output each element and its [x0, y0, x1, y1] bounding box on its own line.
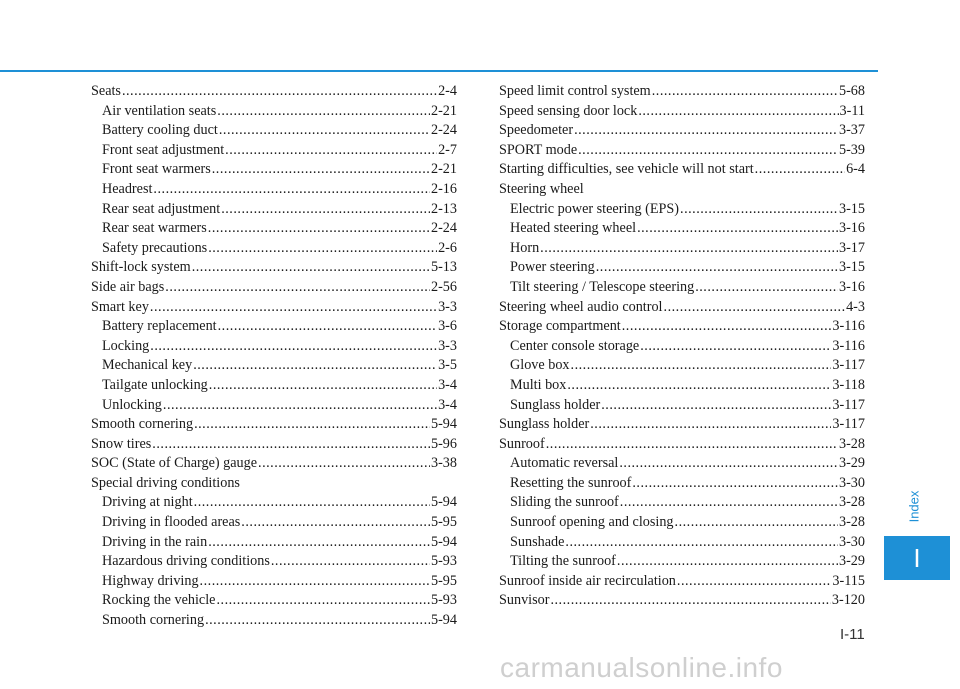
- dot-leader: [241, 513, 430, 533]
- entry-page: 3-37: [838, 122, 865, 139]
- dot-leader: [150, 337, 437, 357]
- index-entry[interactable]: [499, 82, 865, 102]
- entry-page: 6-4: [846, 161, 865, 178]
- dot-leader: [652, 82, 838, 102]
- index-entry[interactable]: [499, 572, 865, 592]
- dot-leader: [596, 258, 838, 278]
- entry-page: 2-21: [430, 161, 457, 178]
- index-entry[interactable]: [91, 258, 457, 278]
- entry-label: Mechanical key: [102, 357, 193, 374]
- index-subentry[interactable]: [91, 337, 457, 357]
- entry-label: Battery cooling duct: [102, 122, 218, 139]
- entry-label: Speedometer: [499, 122, 574, 139]
- entry-page: 3-30: [838, 474, 865, 491]
- dot-leader: [209, 376, 437, 396]
- entry-label: Sunglass holder: [499, 416, 590, 433]
- dot-leader: [163, 396, 437, 416]
- entry-label: Smooth cornering: [91, 416, 194, 433]
- index-entry[interactable]: [91, 298, 457, 318]
- entry-label: Sunglass holder: [510, 396, 601, 413]
- entry-label: Driving in the rain: [102, 533, 208, 550]
- dot-leader: [152, 435, 430, 455]
- section-tab-letter: I: [913, 542, 921, 573]
- dot-leader: [225, 141, 437, 161]
- index-subentry[interactable]: [91, 533, 457, 553]
- entry-label: Front seat warmers: [102, 161, 211, 178]
- index-subentry[interactable]: [91, 200, 457, 220]
- entry-page: 3-30: [838, 533, 865, 550]
- entry-page: 3-3: [438, 337, 457, 354]
- entry-page: 3-117: [832, 396, 865, 413]
- dot-leader: [677, 572, 832, 592]
- dot-leader: [637, 219, 838, 239]
- entry-page: 3-116: [832, 337, 865, 354]
- index-subentry[interactable]: [91, 160, 457, 180]
- index-subentry[interactable]: [91, 317, 457, 337]
- top-rule: [0, 70, 878, 72]
- index-entry[interactable]: [91, 474, 457, 494]
- entry-page: 5-96: [430, 435, 457, 452]
- entry-page: 3-15: [838, 259, 865, 276]
- dot-leader: [122, 82, 437, 102]
- entry-label: Sunroof: [499, 435, 545, 452]
- index-subentry[interactable]: [91, 141, 457, 161]
- entry-label: Rocking the vehicle: [102, 592, 216, 609]
- dot-leader: [546, 435, 838, 455]
- index-subentry[interactable]: [499, 513, 865, 533]
- entry-label: Speed limit control system: [499, 83, 651, 99]
- entry-page: 2-16: [430, 180, 457, 197]
- dot-leader: [664, 298, 846, 318]
- index-entry[interactable]: [499, 121, 865, 141]
- dot-leader: [221, 200, 430, 220]
- dot-leader: [675, 513, 838, 533]
- entry-label: Headrest: [102, 180, 153, 197]
- index-entry[interactable]: [499, 180, 865, 200]
- entry-label: Locking: [102, 337, 150, 354]
- entry-page: 2-21: [430, 102, 457, 119]
- index-subentry[interactable]: [91, 239, 457, 259]
- entry-label: Multi box: [510, 376, 567, 393]
- index-subentry[interactable]: [499, 376, 865, 396]
- entry-page: 3-118: [832, 376, 865, 393]
- entry-page: 5-93: [430, 592, 457, 609]
- index-subentry[interactable]: [91, 102, 457, 122]
- index-subentry[interactable]: [499, 396, 865, 416]
- index-entry[interactable]: [499, 102, 865, 122]
- entry-label: Hazardous driving conditions: [102, 553, 270, 570]
- entry-label: Highway driving: [102, 572, 199, 589]
- index-subentry[interactable]: [91, 591, 457, 611]
- index-subentry[interactable]: [499, 219, 865, 239]
- entry-page: 3-4: [438, 376, 457, 393]
- entry-label: Front seat adjustment: [102, 141, 225, 158]
- index-subentry[interactable]: [499, 239, 865, 259]
- dot-leader: [258, 454, 430, 474]
- index-entry[interactable]: [91, 82, 457, 102]
- index-subentry[interactable]: [499, 474, 865, 494]
- entry-label: Side air bags: [91, 278, 165, 295]
- entry-page: 3-15: [838, 200, 865, 217]
- index-subentry[interactable]: [91, 219, 457, 239]
- index-column-right: [499, 82, 865, 611]
- dot-leader: [153, 180, 430, 200]
- dot-leader: [632, 474, 838, 494]
- entry-page: 3-5: [438, 357, 457, 374]
- entry-label: Special driving conditions: [91, 474, 240, 491]
- entry-page: 5-95: [430, 514, 457, 531]
- dot-leader: [550, 591, 830, 611]
- entry-page: 3-117: [832, 357, 865, 374]
- index-subentry[interactable]: [91, 611, 457, 631]
- dot-leader: [208, 533, 430, 553]
- entry-label: Battery replacement: [102, 318, 217, 335]
- entry-page: 5-93: [430, 553, 457, 570]
- entry-label: Resetting the sunroof: [510, 474, 632, 491]
- watermark: carmanualsonline.info: [500, 652, 783, 683]
- entry-label: Rear seat adjustment: [102, 200, 221, 217]
- dot-leader: [219, 121, 430, 141]
- entry-page: 5-94: [430, 612, 457, 629]
- index-subentry[interactable]: [499, 493, 865, 513]
- dot-leader: [192, 258, 430, 278]
- entry-label: Steering wheel audio control: [499, 298, 663, 315]
- index-entry[interactable]: [499, 415, 865, 435]
- index-entry[interactable]: [499, 141, 865, 161]
- dot-leader: [193, 356, 437, 376]
- dot-leader: [567, 376, 831, 396]
- entry-label: Sliding the sunroof: [510, 494, 619, 511]
- index-subentry[interactable]: [91, 396, 457, 416]
- section-tab[interactable]: [884, 536, 950, 580]
- entry-page: 2-7: [438, 141, 457, 158]
- entry-label: Unlocking: [102, 396, 162, 413]
- index-entry[interactable]: [499, 435, 865, 455]
- entry-label: Heated steering wheel: [510, 220, 637, 237]
- dot-leader: [574, 121, 838, 141]
- dot-leader: [601, 396, 831, 416]
- index-subentry[interactable]: [91, 513, 457, 533]
- page-number: I-11: [840, 626, 865, 643]
- entry-label: Shift-lock system: [91, 259, 191, 276]
- entry-label: SOC (State of Charge) gauge: [91, 455, 258, 472]
- dot-leader: [590, 415, 831, 435]
- dot-leader: [565, 533, 838, 553]
- dot-leader: [578, 141, 838, 161]
- index-subentry[interactable]: [91, 572, 457, 592]
- section-label-text: Index: [906, 490, 922, 522]
- dot-leader: [680, 200, 838, 220]
- dot-leader: [205, 611, 430, 631]
- dot-leader: [571, 356, 832, 376]
- entry-page: 3-29: [838, 553, 865, 570]
- entry-label: SPORT mode: [499, 141, 578, 158]
- index-entry[interactable]: [499, 317, 865, 337]
- entry-label: Electric power steering (EPS): [510, 200, 680, 217]
- entry-label: Horn: [510, 239, 540, 256]
- entry-label: Rear seat warmers: [102, 220, 207, 237]
- dot-leader: [540, 239, 838, 259]
- index-subentry[interactable]: [91, 180, 457, 200]
- entry-label: Sunvisor: [499, 592, 550, 609]
- entry-label: Storage compartment: [499, 318, 621, 335]
- entry-page: 3-29: [838, 455, 865, 472]
- entry-label: Sunshade: [510, 533, 565, 550]
- dot-leader: [194, 415, 430, 435]
- dot-leader: [150, 298, 437, 318]
- dot-leader: [218, 317, 437, 337]
- index-column-left: [91, 82, 457, 631]
- index-subentry[interactable]: [499, 533, 865, 553]
- entry-label: Automatic reversal: [510, 455, 619, 472]
- entry-label: Smart key: [91, 298, 149, 315]
- index-subentry[interactable]: [499, 200, 865, 220]
- index-subentry[interactable]: [499, 337, 865, 357]
- entry-page: 3-17: [838, 239, 865, 256]
- entry-label: Power steering: [510, 259, 595, 276]
- index-entry[interactable]: [91, 415, 457, 435]
- entry-page: 3-11: [839, 102, 865, 119]
- entry-page: 3-28: [838, 435, 865, 452]
- entry-label: Tilt steering / Telescope steering: [510, 278, 695, 295]
- index-entry[interactable]: [91, 454, 457, 474]
- dot-leader: [640, 337, 831, 357]
- entry-page: 2-13: [430, 200, 457, 217]
- entry-page: 3-28: [838, 494, 865, 511]
- dot-leader: [165, 278, 430, 298]
- index-entry[interactable]: [499, 591, 865, 611]
- dot-leader: [208, 239, 437, 259]
- dot-leader: [216, 591, 430, 611]
- index-entry[interactable]: [91, 435, 457, 455]
- dot-leader: [619, 454, 838, 474]
- dot-leader: [620, 493, 838, 513]
- entry-label: Tailgate unlocking: [102, 376, 208, 393]
- entry-label: Speed sensing door lock: [499, 102, 638, 119]
- entry-label: Snow tires: [91, 435, 152, 452]
- entry-page: 3-4: [438, 396, 457, 413]
- entry-page: 3-16: [838, 278, 865, 295]
- entry-label: Driving at night: [102, 494, 193, 511]
- entry-page: 5-95: [430, 572, 457, 589]
- entry-page: 2-6: [438, 239, 457, 256]
- entry-page: 5-39: [838, 141, 865, 158]
- dot-leader: [638, 102, 838, 122]
- entry-page: 3-117: [832, 416, 865, 433]
- dot-leader: [200, 572, 430, 592]
- index-entry[interactable]: [499, 298, 865, 318]
- dot-leader: [212, 160, 430, 180]
- index-subentry[interactable]: [91, 552, 457, 572]
- dot-leader: [695, 278, 838, 298]
- entry-label: Center console storage: [510, 337, 640, 354]
- dot-leader: [217, 102, 430, 122]
- entry-label: Driving in flooded areas: [102, 514, 241, 531]
- entry-page: 5-68: [838, 83, 865, 99]
- entry-label: Safety precautions: [102, 239, 208, 256]
- entry-page: 3-120: [831, 592, 865, 609]
- entry-label: Air ventilation seats: [102, 102, 217, 119]
- dot-leader: [622, 317, 832, 337]
- index-subentry[interactable]: [499, 552, 865, 572]
- entry-label: Starting difficulties, see vehicle will not start: [499, 161, 754, 178]
- dot-leader: [208, 219, 430, 239]
- index-subentry[interactable]: [499, 278, 865, 298]
- entry-page: 3-38: [430, 455, 457, 472]
- entry-page: 2-4: [438, 83, 457, 99]
- index-subentry[interactable]: [499, 454, 865, 474]
- index-subentry[interactable]: [499, 356, 865, 376]
- dot-leader: [755, 160, 845, 180]
- entry-label: Tilting the sunroof: [510, 553, 616, 570]
- entry-label: Glove box: [510, 357, 570, 374]
- entry-page: 5-13: [430, 259, 457, 276]
- entry-page: 3-116: [832, 318, 865, 335]
- index-subentry[interactable]: [499, 258, 865, 278]
- entry-page: 5-94: [430, 533, 457, 550]
- index-entry[interactable]: [91, 278, 457, 298]
- entry-page: 3-6: [438, 318, 457, 335]
- entry-label: Sunroof opening and closing: [510, 514, 674, 531]
- entry-page: 4-3: [846, 298, 865, 315]
- section-label: [902, 480, 926, 532]
- entry-page: 3-115: [832, 572, 865, 589]
- entry-page: 3-28: [838, 514, 865, 531]
- dot-leader: [617, 552, 838, 572]
- dot-leader: [194, 493, 430, 513]
- index-subentry[interactable]: [91, 376, 457, 396]
- entry-label: Smooth cornering: [102, 612, 205, 629]
- entry-page: 2-56: [430, 278, 457, 295]
- entry-page: 2-24: [430, 122, 457, 139]
- entry-label: Steering wheel: [499, 180, 584, 197]
- entry-page: 2-24: [430, 220, 457, 237]
- index-subentry[interactable]: [91, 493, 457, 513]
- entry-page: 5-94: [430, 494, 457, 511]
- entry-label: Sunroof inside air recirculation: [499, 572, 676, 589]
- index-entry[interactable]: [499, 160, 865, 180]
- entry-page: 5-94: [430, 416, 457, 433]
- entry-page: 3-16: [838, 220, 865, 237]
- dot-leader: [271, 552, 430, 572]
- entry-label: Seats: [91, 83, 121, 99]
- entry-page: 3-3: [438, 298, 457, 315]
- index-subentry[interactable]: [91, 121, 457, 141]
- index-subentry[interactable]: [91, 356, 457, 376]
